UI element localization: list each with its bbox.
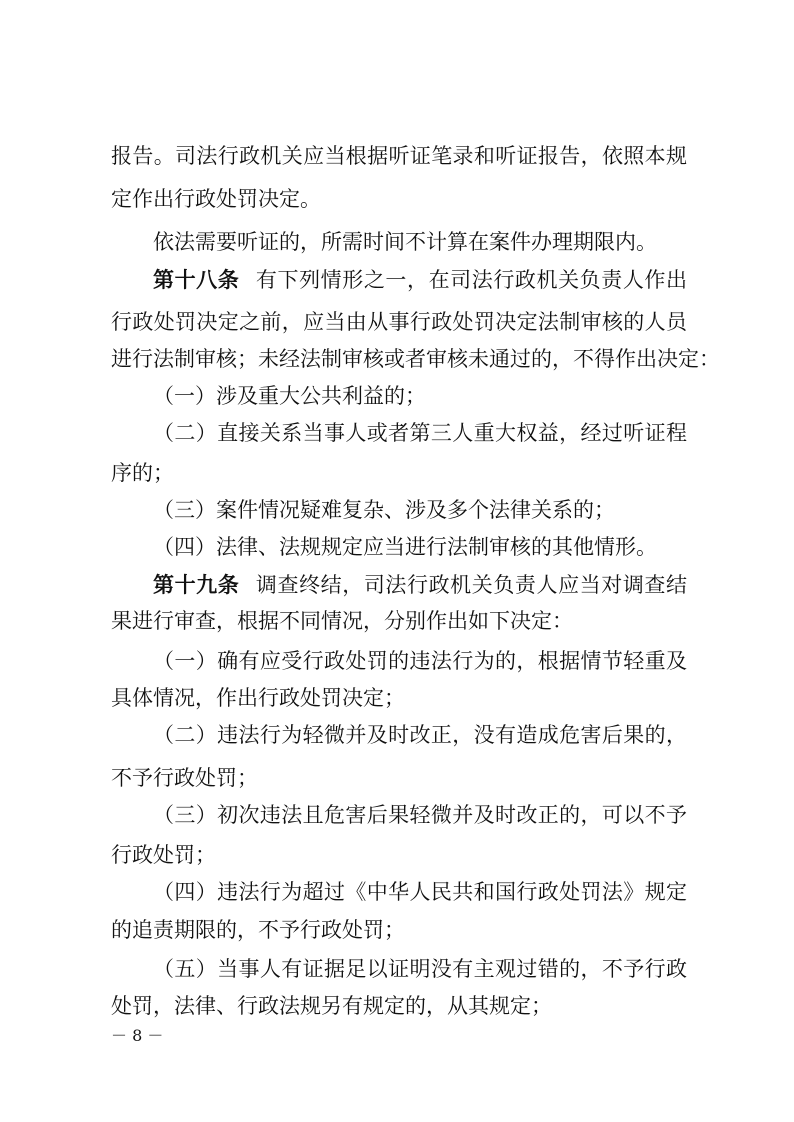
paragraph-line: 报告。司法行政机关应当根据听证笔录和听证报告，依照本规 xyxy=(111,144,687,168)
paragraph-line: 定作出行政处罚决定。 xyxy=(111,187,321,211)
list-item: （二）直接关系当事人或者第三人重大权益，经过听证程 xyxy=(153,421,687,445)
paragraph-line: 依法需要听证的，所需时间不计算在案件办理期限内。 xyxy=(153,230,657,254)
page-number: － 8 － xyxy=(111,1026,164,1045)
paragraph-line: 果进行审查，根据不同情况，分别作出如下决定： xyxy=(111,609,573,633)
list-item: （一）确有应受行政处罚的违法行为的，根据情节轻重及 xyxy=(153,649,687,673)
list-item: （五）当事人有证据足以证明没有主观过错的，不予行政 xyxy=(153,957,687,981)
article-19-first-line xyxy=(153,574,687,596)
list-item: （三）案件情况疑难复杂、涉及多个法律关系的； xyxy=(153,498,615,522)
list-item: （四）违法行为超过《中华人民共和国行政处罚法》规定 xyxy=(153,880,687,904)
list-item: （三）初次违法且危害后果轻微并及时改正的，可以不予 xyxy=(153,803,687,827)
list-item-continuation: 具体情况，作出行政处罚决定； xyxy=(111,686,405,710)
list-item: （四）法律、法规规定应当进行法制审核的其他情形。 xyxy=(153,535,657,559)
article-heading: 第十八条 xyxy=(153,267,240,292)
paragraph-line: 行政处罚决定之前，应当由从事行政处罚决定法制审核的人员 xyxy=(111,310,687,334)
article-heading: 第十九条 xyxy=(153,572,240,597)
list-item: （一）涉及重大公共利益的； xyxy=(153,384,426,408)
list-item-continuation: 行政处罚； xyxy=(111,843,216,867)
article-text: 调查终结，司法行政机关负责人应当对调查结 xyxy=(255,573,688,597)
list-item-continuation: 处罚，法律、行政法规另有规定的，从其规定； xyxy=(111,994,552,1018)
article-text: 有下列情形之一，在司法行政机关负责人作出 xyxy=(255,268,688,292)
list-item: （二）违法行为轻微并及时改正，没有造成危害后果的， xyxy=(153,723,687,747)
paragraph-line: 进行法制审核；未经法制审核或者审核未通过的，不得作出决定： xyxy=(111,347,720,371)
list-item-continuation: 的追责期限的，不予行政处罚； xyxy=(111,918,405,942)
list-item-continuation: 序的； xyxy=(111,461,174,485)
list-item-continuation: 不予行政处罚； xyxy=(111,766,258,790)
article-18-first-line xyxy=(153,269,687,291)
